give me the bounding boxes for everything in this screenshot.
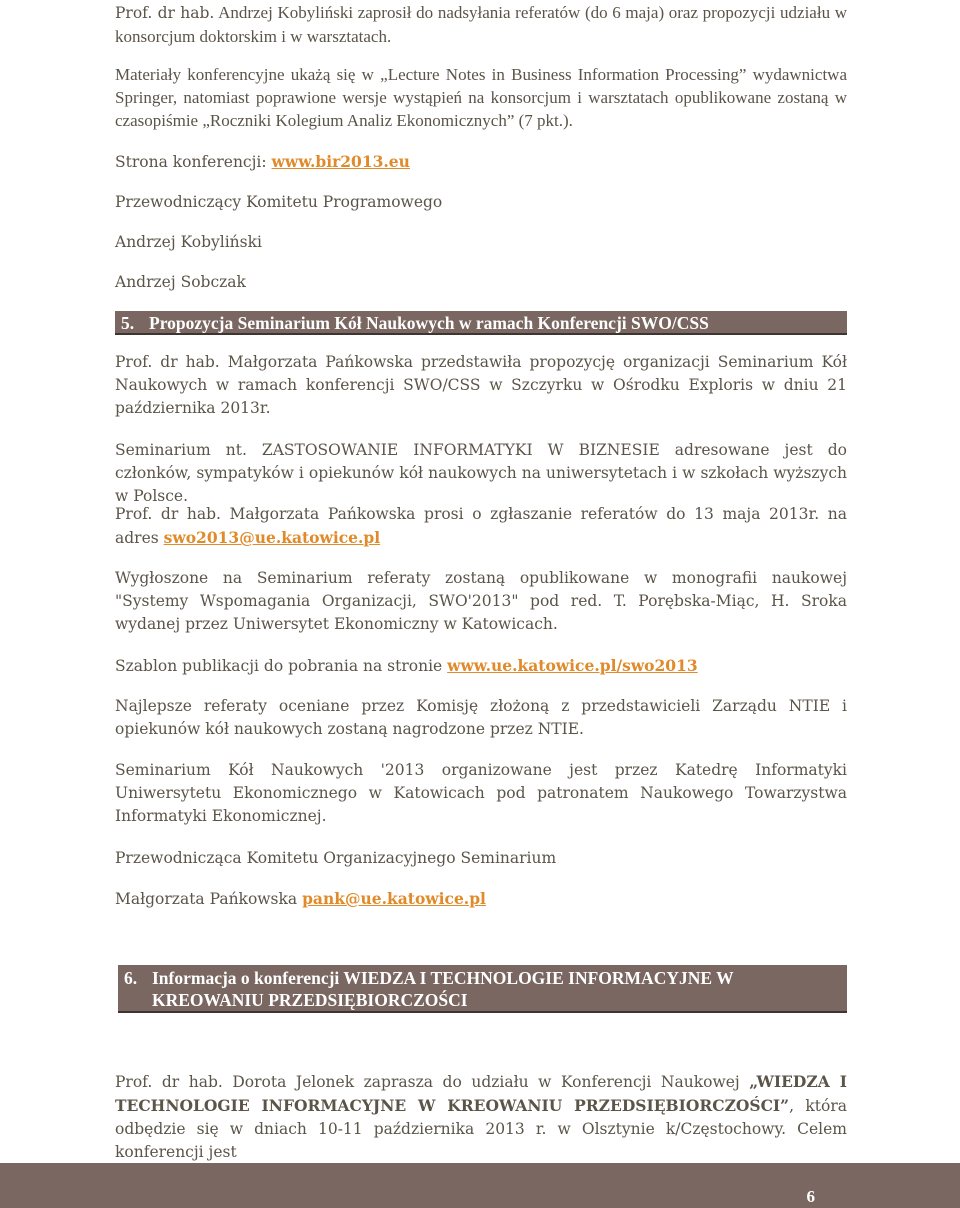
section-6-number: 6. <box>124 968 138 988</box>
page-footer <box>0 1163 960 1208</box>
intro-title: Prof. dr hab. <box>115 4 215 22</box>
section-5-paragraph-1: Prof. dr hab. Małgorzata Pańkowska przedstawiła propozycję organizacji Seminarium Kół Naukowych w ramach konferencji SWO/CSS w Szczyrku w Ośrodku Exploris w dniu 21 października 2013r. <box>115 353 847 417</box>
conference-site-label: Strona konferencji: <box>115 153 272 171</box>
section-5-paragraph-3 <box>115 503 847 550</box>
organizer-email-link[interactable]: pank@ue.katowice.pl <box>302 889 486 908</box>
section-5-paragraph-4: Wygłoszone na Seminarium referaty zostaną opublikowane w monografii naukowej "Systemy Wspomagania Organizacji, SWO'2013" pod red. T. Porębska-Miąc, H. Sroka wydanej przez Uniwersytet Ekonomiczny w Katowicach. <box>115 569 847 633</box>
section-5-paragraph-7: Seminarium Kół Naukowych '2013 organizowane jest przez Katedrę Informatyki Uniwersytetu Ekonomicznego w Katowicach pod patronatem Naukowego Towarzystwa Informatyki Ekonomicznej. <box>115 761 847 825</box>
template-text: Szablon publikacji do pobrania na stronie <box>115 657 448 675</box>
section-5-paragraph-5 <box>115 654 698 678</box>
section-6-paragraph-1 <box>115 1070 847 1164</box>
section-6-heading <box>118 965 847 1013</box>
invitation-text: Prof. dr hab. Dorota Jelonek zaprasza do udziału w Konferencji Naukowej <box>115 1073 750 1091</box>
submission-text: Prof. dr hab. Małgorzata Pańkowska prosi o zgłaszanie referatów do 13 maja 2013r. na adres <box>115 505 847 547</box>
section-5-paragraph-9 <box>115 887 486 911</box>
conference-site-link[interactable]: www.bir2013.eu <box>271 152 410 171</box>
submission-email-link[interactable]: swo2013@ue.katowice.pl <box>163 528 381 547</box>
section-5-paragraph-6: Najlepsze referaty oceniane przez Komisję złożoną z przedstawicieli Zarządu NTIE i opiekunów kół naukowych zostaną nagrodzone przez NTIE. <box>115 697 847 738</box>
page-number: 6 <box>806 1187 815 1206</box>
section-5-paragraph-8: Przewodnicząca Komitetu Organizacyjnego Seminarium <box>115 849 557 867</box>
organizer-name: Małgorzata Pańkowska <box>115 890 303 908</box>
template-link[interactable]: www.ue.katowice.pl/swo2013 <box>447 656 698 675</box>
conference-site <box>115 150 410 174</box>
chair-name-2: Andrzej Sobczak <box>115 273 246 291</box>
intro-text: Andrzej Kobyliński zaprosił do nadsyłania referatów (do 6 maja) oraz propozycji udziału w konsorcjum doktorskim i w warsztatach. <box>115 3 847 46</box>
invitation-text-end: , która odbędzie się w dniach 10-11 października 2013 r. w Olsztynie k/Częstochowy. Celem konferencji jest <box>115 1097 847 1161</box>
section-5-heading <box>115 311 847 335</box>
materials-text-2: opublikowane zostaną w czasopiśmie „Roczniki Kolegium Analiz Ekonomicznych” (7 pkt.). <box>115 88 847 130</box>
conference-name: „WIEDZA I TECHNOLOGIE INFORMACYJNE W KREOWANIU PRZEDSIĘBIORCZOŚCI” <box>115 1072 847 1115</box>
section-5-title: Propozycja Seminarium Kół Naukowych w ramach Konferencji SWO/CSS <box>149 313 709 333</box>
section-6-title: Informacja o konferencji WIEDZA I TECHNOLOGIE INFORMACYJNE W KREOWANIU PRZEDSIĘBIORCZOŚCI <box>152 968 734 1010</box>
committee-chair-heading: Przewodniczący Komitetu Programowego <box>115 193 443 211</box>
materials-paragraph <box>115 63 847 132</box>
section-5-number: 5. <box>121 313 135 333</box>
chair-name-1: Andrzej Kobyliński <box>115 233 262 251</box>
section-5-paragraph-2: Seminarium nt. ZASTOSOWANIE INFORMATYKI W BIZNESIE adresowane jest do członków, sympatyków i opiekunów kół naukowych na uniwersytetach i w szkołach wyższych w Polsce. <box>115 441 847 505</box>
intro-paragraph <box>115 1 847 49</box>
materials-text-1: Materiały konferencyjne ukażą się w „Lecture Notes in Business Information Processing” wydawnictwa Springer, natomiast poprawione wersje wystąpień na konsorcjum i warsztatach <box>115 65 847 107</box>
